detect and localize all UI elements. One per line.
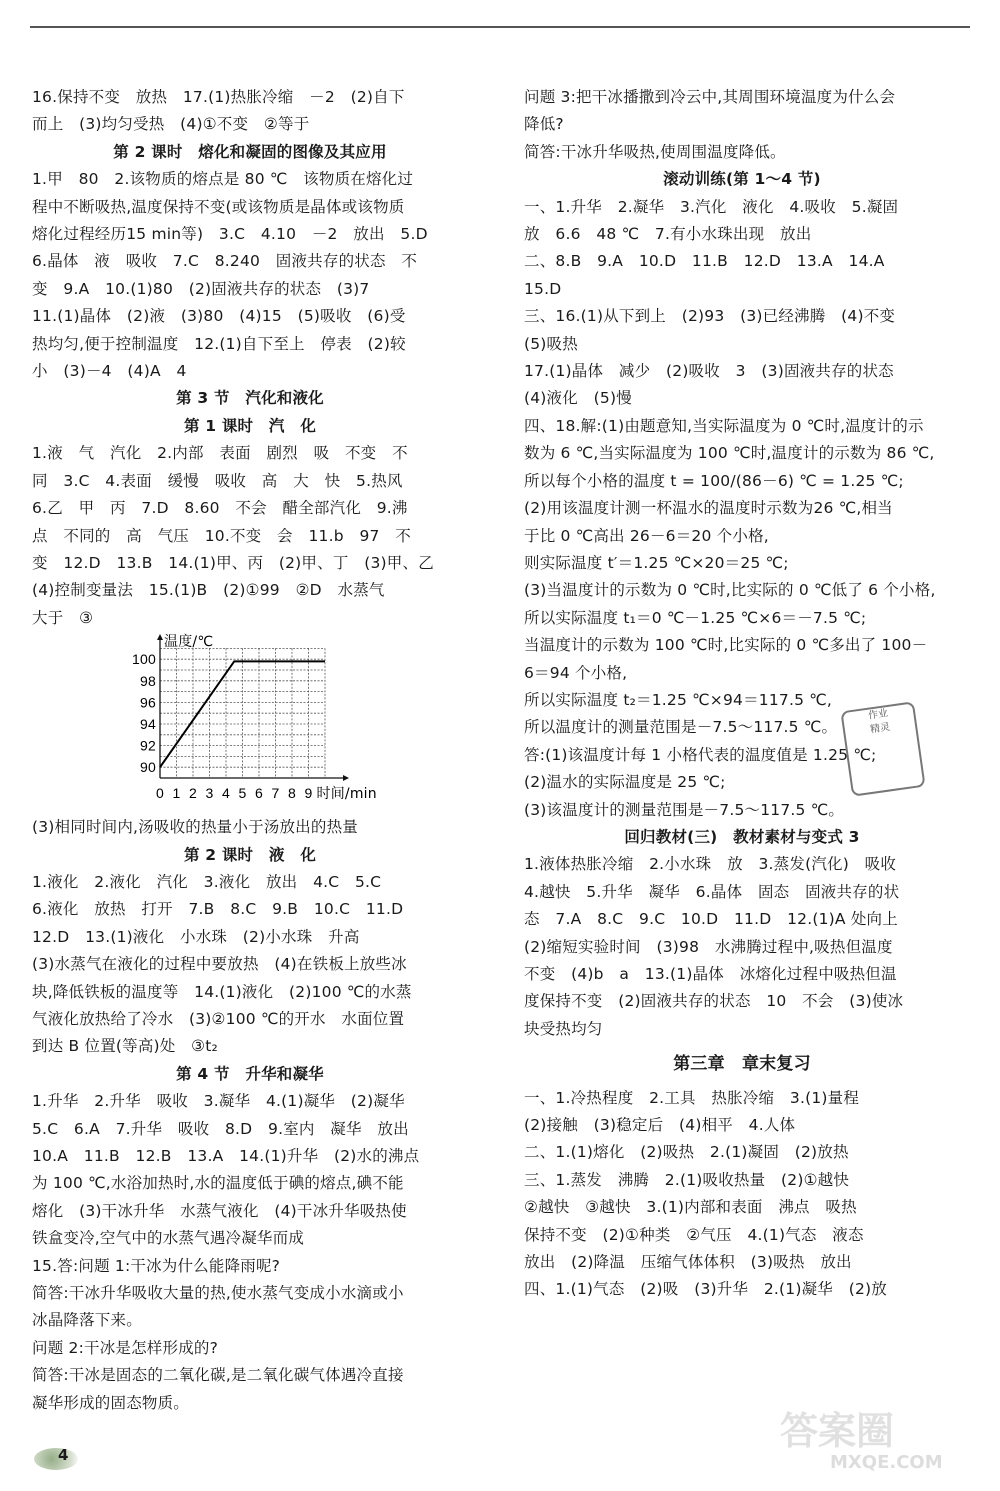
answer-line: 三、16.(1)从下到上 (2)93 (3)已经沸腾 (4)不变 [524,307,896,326]
answer-line: (2)温水的实际温度是 25 ℃; [524,773,726,792]
y-tick-label: 98 [140,672,156,689]
x-tick-label: 3 [205,785,214,802]
chart-container [32,632,468,814]
answer-line: 气液化放热给了冷水 (3)②100 ℃的开水 水面位置 [32,1009,405,1028]
left-column [32,84,468,1417]
answer-line: 小 (3)－4 (4)A 4 [32,362,187,381]
answer-line: 而上 (3)均匀受热 (4)①不变 ②等于 [32,115,310,134]
answer-line: 所以每个小格的温度 t = 100/(86－6) ℃ = 1.25 ℃; [524,471,904,490]
answer-line: 度保持不变 (2)固液共存的状态 10 不会 (3)使冰 [524,992,904,1011]
x-tick-label: 1 [172,785,181,802]
answer-line: 1.液化 2.液化 汽化 3.液化 放出 4.C 5.C [32,872,382,891]
answer-line: (3)当温度计的示数为 0 ℃时,比实际的 0 ℃低了 6 个小格, [524,581,936,600]
answer-line: 12.D 13.(1)液化 小水珠 (2)小水珠 升高 [32,927,360,946]
answer-line: 6.液化 放热 打开 7.B 8.C 9.B 10.C 11.D [32,900,404,919]
page-number-badge [34,1444,78,1470]
answer-line: 答:(1)该温度计每 1 小格代表的温度值是 1.25 ℃; [524,745,877,764]
leaf-icon [34,1448,78,1470]
answer-line: 所以实际温度 t₂＝1.25 ℃×94＝117.5 ℃, [524,690,833,709]
answer-line: (2)缩短实验时间 (3)98 水沸腾过程中,吸热但温度 [524,937,893,956]
answer-line: 二、8.B 9.A 10.D 11.B 12.D 13.A 14.A [524,252,885,271]
answer-line: 问题 2:干冰是怎样形成的? [32,1338,219,1357]
answer-line: 4.越快 5.升华 凝华 6.晶体 固态 固液共存的状 [524,882,900,901]
section-heading: 滚动训练(第 1～4 节) [663,170,821,189]
answer-line: (3)相同时间内,汤吸收的热量小于汤放出的热量 [32,818,358,837]
answer-line: 同 3.C 4.表面 缓慢 吸收 高 大 快 5.热风 [32,471,403,490]
answer-line: 四、1.(1)气态 (2)吸 (3)升华 2.(1)凝华 (2)放 [524,1280,887,1299]
answer-line: 放出 (2)降温 压缩气体体积 (3)吸热 放出 [524,1253,852,1272]
x-tick-label: 9 [304,785,313,802]
answer-line: 放 6.6 48 ℃ 7.有小水珠出现 放出 [524,225,812,244]
watermark-url: MXQE.COM [830,1452,943,1473]
answer-line: 一、1.冷热程度 2.工具 热胀冷缩 3.(1)量程 [524,1088,860,1107]
answer-line: (5)吸热 [524,334,578,353]
answer-line: 1.液体热胀冷缩 2.小水珠 放 3.蒸发(汽化) 吸收 [524,855,897,874]
x-tick-label: 8 [288,785,296,802]
answer-line: 一、1.升华 2.凝华 3.汽化 液化 4.吸收 5.凝固 [524,197,899,216]
answer-line: 5.C 6.A 7.升华 吸收 8.D 9.室内 凝华 放出 [32,1119,409,1138]
answer-line: 1.液 气 汽化 2.内部 表面 剧烈 吸 不变 不 [32,444,408,463]
top-rule [30,26,970,28]
answer-line: 所以温度计的测量范围是－7.5～117.5 ℃。 [524,718,838,737]
answer-line: 大于 ③ [32,608,94,627]
y-tick-label: 96 [140,694,156,711]
y-tick-label: 90 [140,759,156,776]
answer-line: 到达 B 位置(等高)处 ③t₂ [32,1037,218,1056]
answer-line: (2)用该温度计测一杯温水的温度时示数为26 ℃,相当 [524,499,893,518]
answer-line: 熔化过程经历15 min等) 3.C 4.10 －2 放出 5.D [32,225,428,244]
section-heading: 第 2 课时 液 化 [183,845,317,864]
section-heading: 第 2 课时 熔化和凝固的图像及其应用 [113,142,387,161]
stamp-seal: 作业 精灵 [840,701,925,796]
y-tick-label: 92 [140,737,156,754]
answer-line: 态 7.A 8.C 9.C 10.D 11.D 12.(1)A 处向上 [524,910,898,929]
answer-line: 铁盒变冷,空气中的水蒸气遇冷凝华而成 [32,1229,305,1248]
answer-line: 三、1.蒸发 沸腾 2.(1)吸收热量 (2)①越快 [524,1170,850,1189]
x-axis-label: 时间/min [316,786,377,803]
x-axis-arrow [343,775,349,781]
answer-line: 15.答:问题 1:干冰为什么能降雨呢? [32,1256,281,1275]
answer-line: 6.晶体 液 吸收 7.C 8.240 固液共存的状态 不 [32,252,418,271]
answer-line: 6＝94 个小格, [524,663,628,682]
answer-line: 简答:干冰升华吸收大量的热,使水蒸气变成小水滴或小 [32,1284,404,1303]
answer-line: 冰晶降落下来。 [32,1311,142,1330]
answer-line: (3)该温度计的测量范围是－7.5～117.5 ℃。 [524,800,845,819]
answer-line: 二、1.(1)熔化 (2)吸热 2.(1)凝固 (2)放热 [524,1143,849,1162]
section-heading: 第 1 课时 汽 化 [183,416,317,435]
answer-line: 数为 6 ℃,当实际温度为 100 ℃时,温度计的示数为 86 ℃, [524,444,935,463]
answer-line: (2)接触 (3)稳定后 (4)相平 4.人体 [524,1116,796,1135]
answer-line: 10.A 11.B 12.B 13.A 14.(1)升华 (2)水的沸点 [32,1147,420,1165]
answer-line: 则实际温度 t′＝1.25 ℃×20＝25 ℃; [524,553,789,572]
watermark-logo: 答案圈 [780,1409,895,1453]
answer-line: 1.甲 80 2.该物质的熔点是 80 ℃ 该物质在熔化过 [32,170,414,189]
answer-line: 所以实际温度 t₁＝0 ℃－1.25 ℃×6＝－7.5 ℃; [524,608,867,627]
answer-line: 变 12.D 13.B 14.(1)甲、丙 (2)甲、丁 (3)甲、乙 [32,553,434,572]
answer-line: 17.(1)晶体 减少 (2)吸收 3 (3)固液共存的状态 [524,362,894,381]
x-tick-label: 0 [156,785,164,802]
answer-line: 热均匀,便于控制温度 12.(1)自下至上 停表 (2)较 [32,334,406,353]
answer-line: 6.乙 甲 丙 7.D 8.60 不会 醋全部汽化 9.沸 [32,499,408,518]
x-tick-label: 7 [271,785,280,802]
section-heading: 第 3 节 汽化和液化 [176,389,324,408]
answer-line: 1.升华 2.升华 吸收 3.凝华 4.(1)凝华 (2)凝华 [32,1092,405,1111]
answer-line: 降低? [524,115,564,134]
answer-line: 变 9.A 10.(1)80 (2)固液共存的状态 (3)7 [32,279,370,298]
section-heading: 回归教材(三) 教材素材与变式 3 [624,827,860,846]
page-number: 4 [58,1446,69,1464]
x-tick-label: 2 [189,785,197,802]
answer-line: 块受热均匀 [524,1019,603,1038]
answer-line: 15.D [524,279,562,298]
answer-line: 16.保持不变 放热 17.(1)热胀冷缩 －2 (2)自下 [32,88,405,106]
answer-line: 保持不变 (2)①种类 ②气压 4.(1)气态 液态 [524,1225,864,1244]
x-tick-label: 4 [222,785,230,802]
temperature-time-chart [32,632,377,814]
y-tick-label: 100 [132,651,156,668]
answer-line: 当温度计的示数为 100 ℃时,比实际的 0 ℃多出了 100－ [524,636,928,655]
right-column [524,84,960,1304]
x-tick-label: 5 [238,785,247,802]
answer-line: (4)控制变量法 15.(1)B (2)①99 ②D 水蒸气 [32,581,385,600]
section-heading: 第 4 节 升华和凝华 [176,1064,324,1083]
y-axis-label: 温度/℃ [164,634,214,651]
answer-line: 程中不断吸热,温度保持不变(或该物质是晶体或该物质 [32,197,405,216]
answer-line: 块,降低铁板的温度等 14.(1)液化 (2)100 ℃的水蒸 [32,982,412,1001]
answer-line: 11.(1)晶体 (2)液 (3)80 (4)15 (5)吸收 (6)受 [32,307,406,326]
answer-line: 于比 0 ℃高出 26－6＝20 个小格, [524,526,769,545]
answer-line: 为 100 ℃,水浴加热时,水的温度低于碘的熔点,碘不能 [32,1174,404,1193]
answer-line: 简答:干冰升华吸热,使周围温度降低。 [524,142,786,161]
answer-line: (4)液化 (5)慢 [524,389,632,408]
answer-line: 点 不同的 高 气压 10.不变 会 11.b 97 不 [32,526,411,545]
answer-line: 问题 3:把干冰播撒到冷云中,其周围环境温度为什么会 [524,88,896,106]
answer-line: 简答:干冰是固态的二氧化碳,是二氧化碳气体遇冷直接 [32,1366,404,1385]
answer-line: 不变 (4)b a 13.(1)晶体 冰熔化过程中吸热但温 [524,965,897,983]
y-tick-label: 94 [140,716,156,733]
answer-line: ②越快 ③越快 3.(1)内部和表面 沸点 吸热 [524,1198,857,1217]
answer-line: 四、18.解:(1)由题意知,当实际温度为 0 ℃时,温度计的示 [524,416,924,435]
x-tick-label: 6 [255,785,263,802]
section-heading: 第三章 章末复习 [673,1054,811,1075]
answer-line: 熔化 (3)干冰升华 水蒸气液化 (4)干冰升华吸热使 [32,1201,407,1220]
answer-line: (3)水蒸气在液化的过程中要放热 (4)在铁板上放些冰 [32,955,407,974]
answer-line: 凝华形成的固态物质。 [32,1393,190,1412]
y-axis-arrow [157,634,163,640]
